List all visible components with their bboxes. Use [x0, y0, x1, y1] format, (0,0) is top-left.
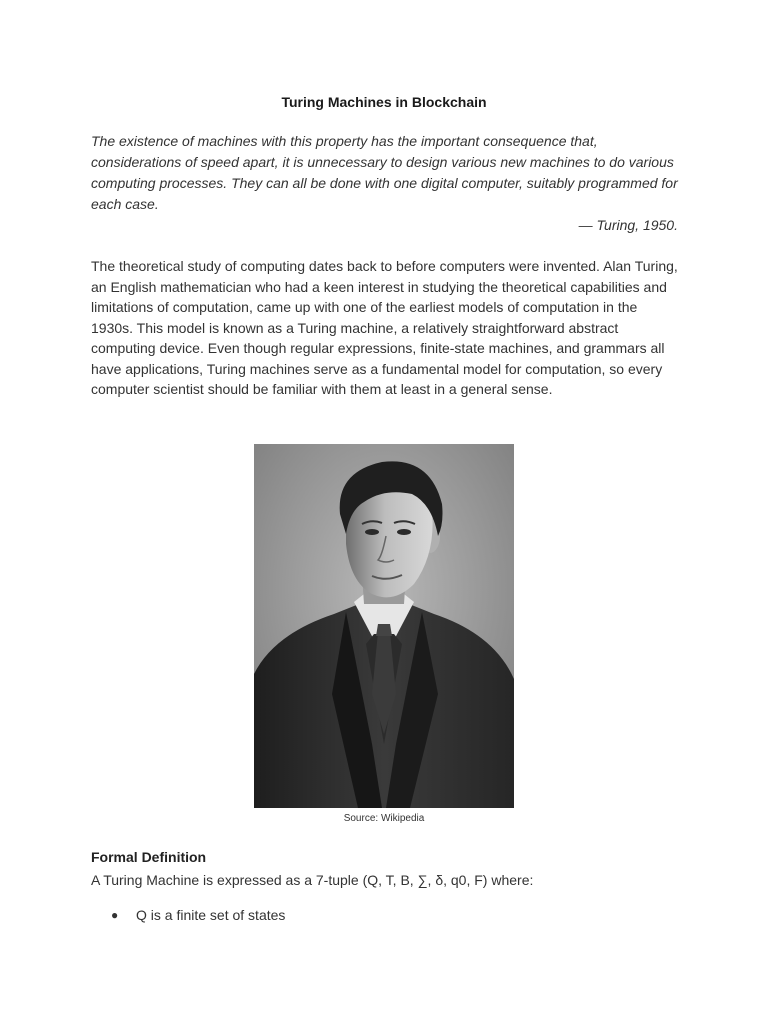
quote-attribution: — Turing, 1950.: [578, 217, 678, 233]
intro-paragraph: The theoretical study of computing dates back to before computers were invented. Alan Turing, an English mathematician who had a keen interest in studying the theoretical capabilities and limitations of computation, came up with one of the earliest models of computation in the 1930s. This model is known as a Turing machine, a relatively straightforward abstract computing device. Even though regular expressions, finite-state machines, and grammars all have applications, Turing machines serve as a fundamental model for computation, so every computer scientist should be familiar with them at least in a general sense.: [91, 258, 678, 397]
image-caption: Source: Wikipedia: [343, 813, 425, 824]
list-item: [91, 905, 691, 925]
definition-list: [91, 905, 691, 925]
portrait-illustration: [254, 444, 514, 808]
definition-text: A Turing Machine is expressed as a 7-tuple (Q, T, B, ∑, δ, q0, F) where:: [91, 872, 534, 888]
bullet-marker: ●: [111, 908, 119, 922]
section-heading: Formal Definition: [91, 849, 207, 865]
portrait-photo: [254, 444, 514, 808]
epigraph-quote: The existence of machines with this property has the important consequence that, considerations of speed apart, it is unnecessary to design various new machines to do various computing processes. They can all be done with one digital computer, suitably programmed for each case.: [91, 133, 678, 212]
list-item-text: Q is a finite set of states: [136, 907, 286, 923]
document-title: Turing Machines in Blockchain: [281, 94, 487, 110]
